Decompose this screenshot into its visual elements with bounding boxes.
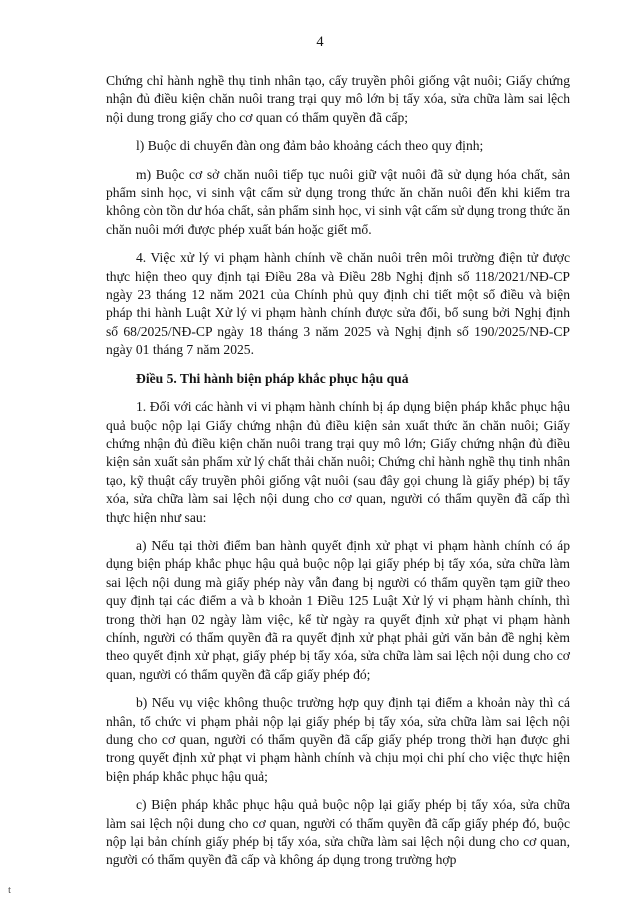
corner-mark: t [8,884,12,896]
paragraph-continuation: Chứng chỉ hành nghề thụ tinh nhân tạo, cấy truyền phôi giống vật nuôi; Giấy chứng nhận đủ điều kiện chăn nuôi trang trại quy mô lớn bị tẩy xóa, sửa chữa làm sai lệch nội dung trong giấy cho cơ quan có thẩm quyền đã cấp; [106,73,570,125]
paragraph-item-a: a) Nếu tại thời điểm ban hành quyết định xử phạt vi phạm hành chính có áp dụng biện pháp khắc phục hậu quả buộc nộp lại giấy phép bị tẩy xóa, sửa chữa làm sai lệch nội dung mà giấy phép này vẫn đang bị người có thẩm quyền tạm giữ theo quy định tại các điểm a và b khoản 1 Điều 125 Luật Xử lý vi phạm hành chính, thì trong thời hạn 02 ngày làm việc, kể từ ngày ra quyết định xử phạt vi phạm hành chính, người có thẩm quyền đã ra quyết định xử phạt phải gửi văn bản đề nghị kèm theo quyết định xử phạt, giấy phép bị tẩy xóa, sửa chữa làm sai lệch nội dung cho cơ quan, người có thẩm quyền đã cấp giấy phép đó; [106,537,570,682]
paragraph-item-b: b) Nếu vụ việc không thuộc trường hợp quy định tại điểm a khoản này thì cá nhân, tổ chức vi phạm phải nộp lại giấy phép bị tẩy xóa, sửa chữa làm sai lệch nội dung cho cơ quan, người có thẩm quyền đã cấp giấy phép trong thời hạn được ghi trong quyết định xử phạt vi phạm hành chính và chịu mọi chi phí cho việc thực hiện biện pháp khắc phục hậu quả; [106,695,570,784]
paragraph-item-l: l) Buộc di chuyển đàn ong đảm bảo khoảng cách theo quy định; [136,138,484,154]
paragraph-item-c: c) Biện pháp khắc phục hậu quả buộc nộp lại giấy phép bị tẩy xóa, sửa chữa làm sai lệch nội dung cho cơ quan, người có thẩm quyền đã cấp giấy phép đó, buộc nộp lại bản chính giấy phép bị tẩy xóa, sửa chữa làm sai lệch nội dung cho cơ quan, người có thẩm quyền đã cấp và không áp dụng trong trường hợp [106,797,570,868]
paragraph-item-m: m) Buộc cơ sở chăn nuôi tiếp tục nuôi giữ vật nuôi đã sử dụng hóa chất, sản phẩm sinh học, vi sinh vật cấm sử dụng trong thức ăn chăn nuôi đến khi kiểm tra không còn tồn dư hóa chất, sản phẩm sinh học, vi sinh vật cấm sử dụng trong thức ăn chăn nuôi mới được phép xuất bán hoặc giết mổ. [106,166,570,237]
page-number: 4 [316,34,324,50]
paragraph-clause-4: 4. Việc xử lý vi phạm hành chính về chăn nuôi trên môi trường điện tử được thực hiện theo quy định tại Điều 28a và Điều 28b Nghị định số 118/2021/NĐ-CP ngày 23 tháng 12 năm 2021 của Chính phủ quy định chi tiết một số điều và biện pháp thi hành Luật Xử lý vi phạm hành chính được sửa đổi, bổ sung bởi Nghị định số 68/2025/NĐ-CP ngày 18 tháng 3 năm 2025 và Nghị định số 190/2025/NĐ-CP ngày 01 tháng 7 năm 2025. [106,250,570,358]
paragraph-clause-1: 1. Đối với các hành vi vi phạm hành chính bị áp dụng biện pháp khắc phục hậu quả buộc nộp lại Giấy chứng nhận đủ điều kiện sản xuất thức ăn chăn nuôi; Giấy chứng nhận đủ điều kiện chăn nuôi trang trại quy mô lớn; Giấy chứng nhận đủ điều kiện sản xuất sản phẩm xử lý chất thải chăn nuôi; Chứng chỉ hành nghề thụ tinh nhân tạo, kỹ thuật cấy truyền phôi giống vật nuôi (sau đây gọi chung là giấy phép) bị tẩy xóa, sửa chữa làm sai lệch nội dung cho cơ quan, người có thẩm quyền đã cấp thì thực hiện như sau: [106,399,570,525]
article-heading: Điều 5. Thi hành biện pháp khắc phục hậu quả [136,370,409,386]
document-body [106,72,570,880]
